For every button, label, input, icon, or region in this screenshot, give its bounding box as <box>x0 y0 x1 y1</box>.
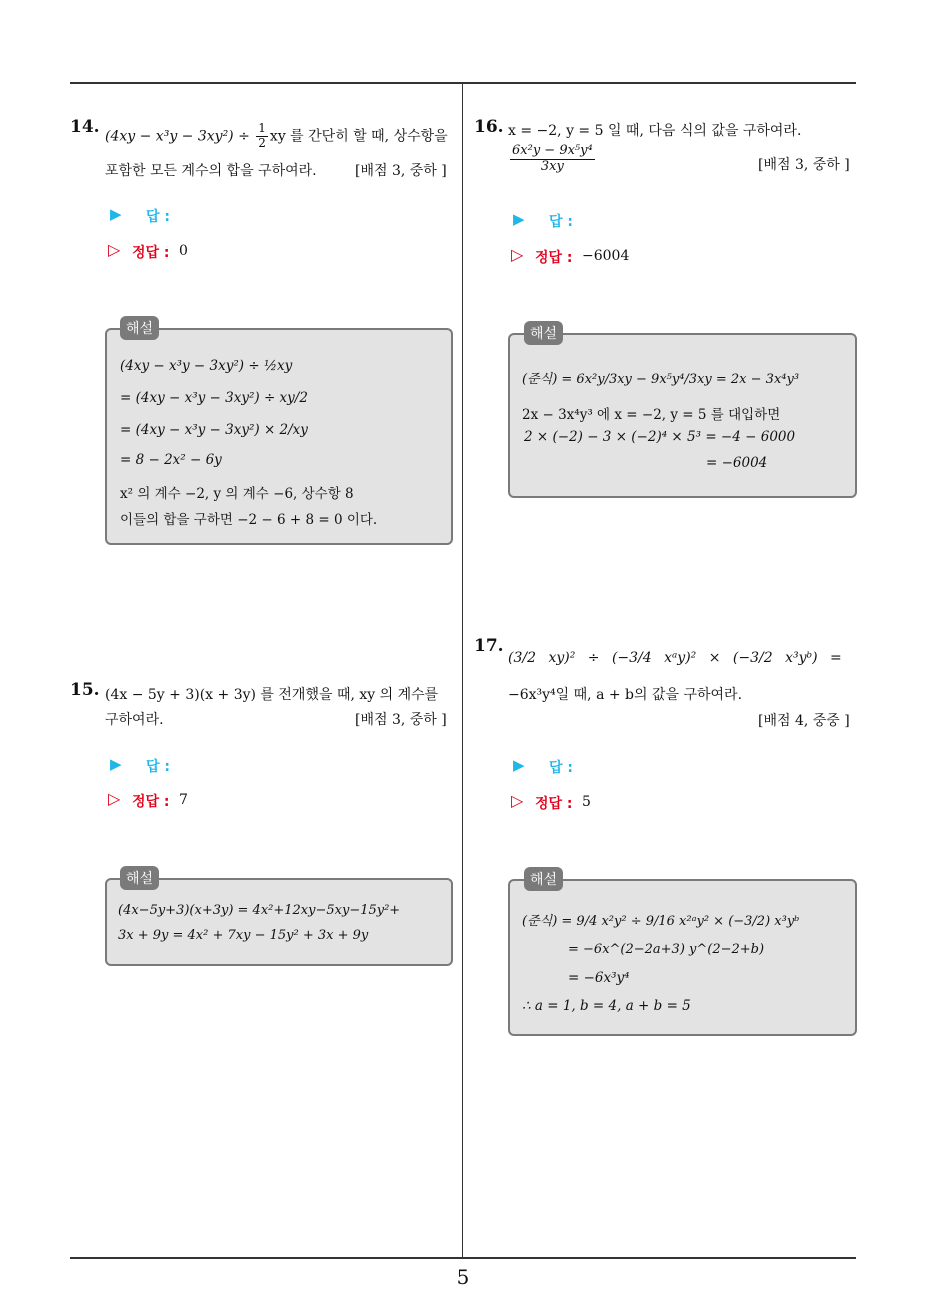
correct-triangle-icon: ▷ <box>108 789 121 808</box>
q14-answer-label: 답 : <box>146 209 170 225</box>
q16-difficulty: [배점 3, 중하 ] <box>758 157 850 173</box>
q15-sol-line-2: 3x + 9y = 4x² + 7xy − 15y² + 3x + 9y <box>118 928 369 943</box>
q14-line1 <box>105 122 448 151</box>
q15-difficulty: [배점 3, 중하 ] <box>355 712 447 728</box>
q14-sol-line-5: x² 의 계수 −2, y 의 계수 −6, 상수항 8 <box>120 486 354 502</box>
q16-expression <box>508 144 597 175</box>
q15-solution-tag: 해설 <box>120 866 159 890</box>
answer-arrow-icon: ▶ <box>110 755 122 773</box>
q14-sol-line-4: = 8 − 2x² − 6y <box>120 452 222 468</box>
q15-answer-label: 답 : <box>146 759 170 775</box>
q14-line1-math: (4xy − x³y − 3xy²) ÷ <box>105 128 255 145</box>
question-number-17: 17. <box>474 636 504 656</box>
question-number-14: 14. <box>70 117 100 137</box>
correct-triangle-icon: ▷ <box>511 791 524 810</box>
q16-sol-line-4: = −6004 <box>706 455 768 471</box>
answer-arrow-icon: ▶ <box>513 756 525 774</box>
bottom-rule <box>70 1257 856 1259</box>
q14-sol-line-2: = (4xy − x³y − 3xy²) ÷ xy/2 <box>120 390 308 406</box>
q15-sol-line-1: (4x−5y+3)(x+3y) = 4x²+12xy−5xy−15y²+ <box>118 903 401 918</box>
top-rule <box>70 82 856 84</box>
q14-solution-tag: 해설 <box>120 316 159 340</box>
q16-correct-value: −6004 <box>582 248 630 264</box>
q16-expression-fraction: $\frac{\text{6x²y − 9x⁵y⁴}}{3xy}$ <box>512 143 593 174</box>
q15-line1: (4x − 5y + 3)(x + 3y) 를 전개했을 때, xy 의 계수를 <box>105 687 439 703</box>
answer-arrow-icon: ▶ <box>513 210 525 228</box>
q15-line2: 구하여라. <box>105 712 164 728</box>
q17-sol-line-1: (준식) = 9/4 x²y² ÷ 9/16 x²ᵃy² × (−3/2) x³yᵇ <box>522 914 800 929</box>
page-number: 5 <box>456 1265 470 1289</box>
q17-line1: (3/2 xy)² ÷ (−3/4 xᵃy)² × (−3/2 x³yᵇ) = <box>508 650 842 666</box>
q16-sol-line-1: (준식) = 6x²y/3xy − 9x⁵y⁴/3xy = 2x − 3x⁴y³ <box>522 372 800 387</box>
q15-correct-label: 정답 : <box>132 794 170 810</box>
q17-solution-tag: 해설 <box>524 867 563 891</box>
q17-sol-line-4: ∴ a = 1, b = 4, a + b = 5 <box>522 998 691 1014</box>
question-number-15: 15. <box>70 680 100 700</box>
answer-arrow-icon: ▶ <box>110 205 122 223</box>
question-number-16: 16. <box>474 117 504 137</box>
q16-solution-tag: 해설 <box>524 321 563 345</box>
q16-correct-label: 정답 : <box>535 250 573 266</box>
q14-correct-value: 0 <box>179 243 188 259</box>
q14-sol-line-6: 이들의 합을 구하면 −2 − 6 + 8 = 0 이다. <box>120 512 378 528</box>
q14-line2: 포함한 모든 계수의 합을 구하여라. <box>105 163 317 179</box>
q17-sol-line-2: = −6x^(2−2a+3) y^(2−2+b) <box>568 942 765 957</box>
q17-correct-label: 정답 : <box>535 796 573 812</box>
q14-difficulty: [배점 3, 중하 ] <box>355 163 447 179</box>
q17-sol-line-3: = −6x³y⁴ <box>568 970 630 986</box>
q15-correct-value: 7 <box>179 792 188 808</box>
correct-triangle-icon: ▷ <box>108 240 121 259</box>
q14-sol-line-1: (4xy − x³y − 3xy²) ÷ ½xy <box>120 358 293 374</box>
q16-line1: x = −2, y = 5 일 때, 다음 식의 값을 구하여라. <box>508 123 802 139</box>
q16-sol-line-3: 2 × (−2) − 3 × (−2)⁴ × 5³ = −4 − 6000 <box>524 429 796 445</box>
column-divider <box>462 84 463 1258</box>
correct-triangle-icon: ▷ <box>511 245 524 264</box>
q16-answer-label: 답 : <box>549 214 573 230</box>
q16-sol-line-2: 2x − 3x⁴y³ 에 x = −2, y = 5 를 대입하면 <box>522 407 781 423</box>
q17-line2: −6x³y⁴일 때, a + b의 값을 구하여라. <box>508 687 743 703</box>
q14-fraction: $\frac{1}{2}$ <box>258 121 266 150</box>
q17-answer-label: 답 : <box>549 760 573 776</box>
q14-line1-rest: xy 를 간단히 할 때, 상수항을 <box>269 128 448 145</box>
q17-correct-value: 5 <box>582 794 591 810</box>
q14-sol-line-3: = (4xy − x³y − 3xy²) × 2/xy <box>120 422 308 438</box>
q17-difficulty: [배점 4, 중중 ] <box>758 713 850 729</box>
q14-correct-label: 정답 : <box>132 245 170 261</box>
q15-solution-box <box>105 878 453 966</box>
